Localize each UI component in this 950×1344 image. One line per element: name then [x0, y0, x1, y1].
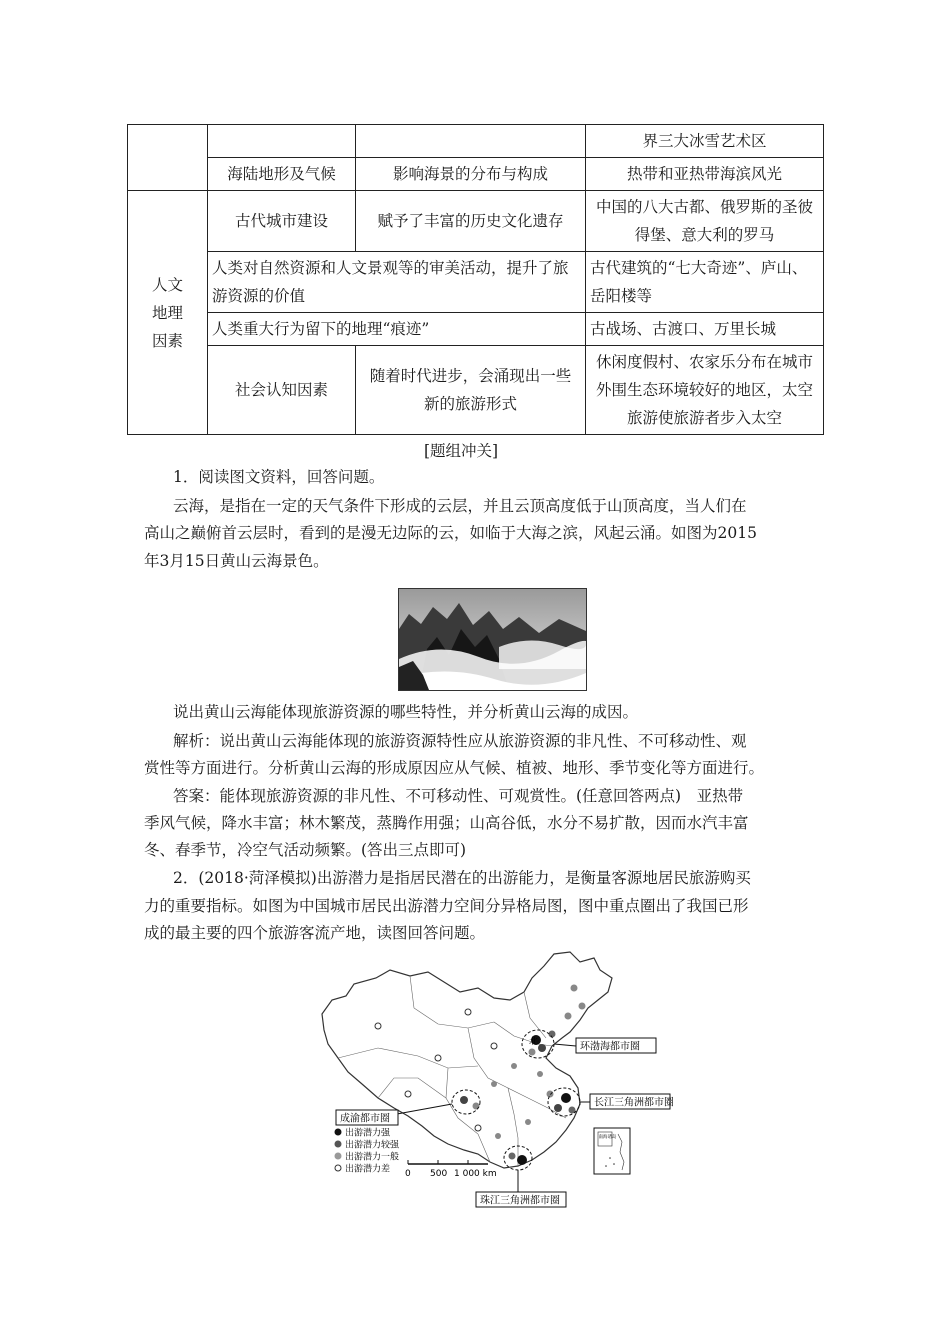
q2-text-line: 2．(2018·菏泽模拟)出游潜力是指居民潜在的出游能力，是衡量客源地居民旅游购买: [173, 869, 751, 887]
table-cell: 休闲度假村、农家乐分布在城市外围生态环境较好的地区，太空旅游使旅游者步入太空: [586, 346, 824, 435]
table-cell: [128, 125, 208, 191]
table-cell: 古战场、古渡口、万里长城: [586, 313, 824, 346]
q1-text-line: 云海，是指在一定的天气条件下形成的云层，并且云顶高度低于山顶高度，当人们在: [173, 497, 747, 515]
q2-text-line: 力的重要指标。如图为中国城市居民出游潜力空间分异格局图，图中重点圈出了我国已形: [144, 897, 749, 915]
table-cell: 海陆地形及气候: [208, 158, 356, 191]
q1-text-line: 高山之巅俯首云层时，看到的是漫无边际的云，如临于大海之滨，风起云涌。如图为2015: [144, 524, 757, 542]
table-row: [128, 346, 824, 435]
q1-text-line: 年3月15日黄山云海景色。: [144, 552, 329, 570]
table-cell: 随着时代进步，会涌现出一些新的旅游形式: [356, 346, 586, 435]
table-cell: [208, 125, 356, 158]
q1-answer-line: 答案：能体现旅游资源的非凡性、不可移动性、可观赏性。(任意回答两点) 亚热带: [173, 787, 744, 805]
q1-title: 1．阅读图文资料，回答问题。: [173, 468, 385, 486]
table-row: [128, 252, 824, 313]
scale-label: 500: [430, 1169, 448, 1179]
huangshan-cloud-sea-photo: [398, 588, 587, 691]
table-cell-category: 人文地理因素: [128, 191, 208, 435]
table-row: [128, 313, 824, 346]
label-cy: 成渝都市圈: [340, 1113, 390, 1125]
table-cell: 中国的八大古都、俄罗斯的圣彼得堡、意大利的罗马: [586, 191, 824, 252]
table-cell: 影响海景的分布与构成: [356, 158, 586, 191]
table-cell: 界三大冰雪艺术区: [586, 125, 824, 158]
table-cell: 古代城市建设: [208, 191, 356, 252]
table-cell: 热带和亚热带海滨风光: [586, 158, 824, 191]
label-zsj: 珠江三角洲都市圈: [480, 1195, 560, 1207]
table-cell: 古代建筑的“七大奇迹”、庐山、岳阳楼等: [586, 252, 824, 313]
q2-text-line: 成的最主要的四个旅游客流产地，读图回答问题。: [144, 924, 486, 942]
q1-question: 说出黄山云海能体现旅游资源的哪些特性，并分析黄山云海的成因。: [173, 703, 639, 721]
table-cell: 人类重大行为留下的地理“痕迹”: [208, 313, 586, 346]
table-cell: 赋予了丰富的历史文化遗存: [356, 191, 586, 252]
q1-analysis-line: 解析：说出黄山云海能体现的旅游资源特性应从旅游资源的非凡性、不可移动性、观: [173, 732, 747, 750]
scale-label: 1 000 km: [454, 1169, 497, 1179]
table-cell: 人类对自然资源和人文景观等的审美活动，提升了旅游资源的价值: [208, 252, 586, 313]
china-travel-potential-map: [318, 948, 673, 1214]
legend-item: 出游潜力强: [345, 1128, 391, 1139]
table-cell: 社会认知因素: [208, 346, 356, 435]
legend-item: 出游潜力一般: [345, 1152, 400, 1163]
inset-label: 南海诸岛: [598, 1135, 617, 1140]
q1-answer-line: 冬、春季节，冷空气活动频繁。(答出三点即可): [144, 841, 467, 859]
label-csj: 长江三角洲都市圈: [594, 1097, 673, 1109]
q1-analysis-line: 赏性等方面进行。分析黄山云海的形成原因应从气候、植被、地形、季节变化等方面进行。: [144, 759, 765, 777]
scale-label: 0: [405, 1169, 411, 1179]
legend-item: 出游潜力较强: [345, 1140, 400, 1151]
legend-item: 出游潜力差: [345, 1164, 391, 1175]
south-china-sea-inset: [594, 1128, 630, 1174]
table-row: [128, 125, 824, 158]
label-hbh: 环渤海都市圈: [580, 1041, 640, 1053]
scale-bar: [405, 1160, 497, 1179]
table-row: [128, 191, 824, 252]
tourism-factors-table: [127, 124, 824, 435]
section-title: [题组冲关]: [424, 442, 499, 460]
q1-answer-line: 季风气候，降水丰富；林木繁茂，蒸腾作用强；山高谷低，水分不易扩散，因而水汽丰富: [144, 814, 749, 832]
table-row: [128, 158, 824, 191]
table-cell: [356, 125, 586, 158]
label-capital: 北: [529, 1037, 539, 1047]
map-legend: [335, 1127, 401, 1175]
